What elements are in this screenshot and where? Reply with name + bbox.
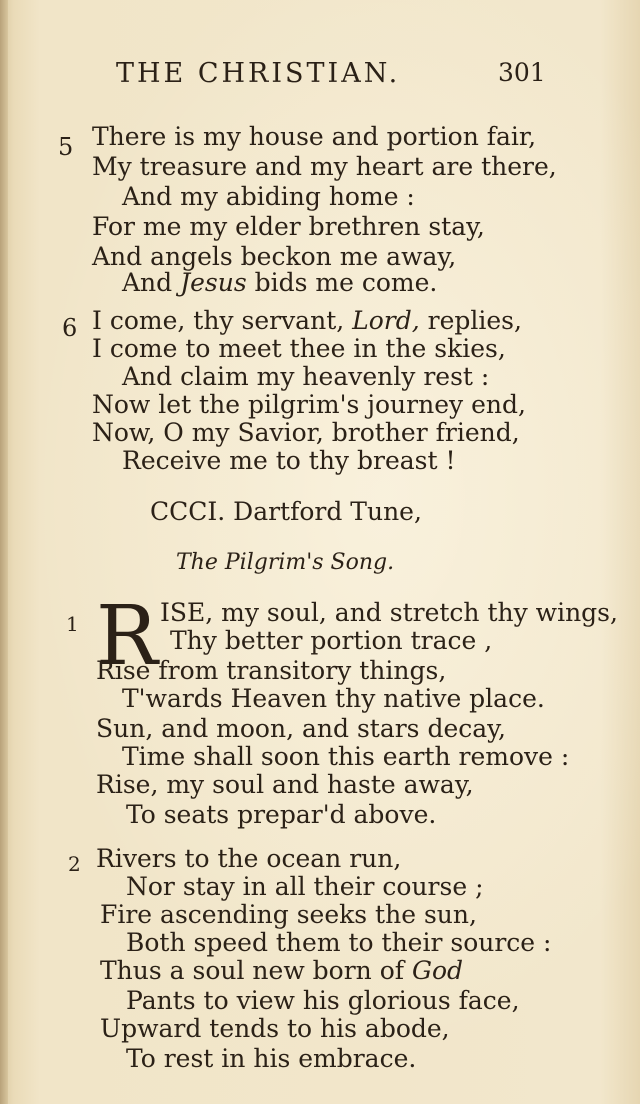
verse-line: Upward tends to his abode,: [100, 1014, 450, 1043]
verse-line: I come to meet thee in the skies,: [92, 334, 506, 363]
verse-number: 1: [66, 612, 79, 636]
verse-number: 5: [58, 133, 74, 161]
verse-line: And Jesus bids me come.: [122, 268, 438, 297]
verse-line: Now let the pilgrim's journey end,: [92, 390, 526, 419]
verse-line: And my abiding home :: [122, 182, 415, 211]
verse-line: Rise, my soul and haste away,: [96, 770, 474, 799]
verse-line: Thy better portion trace ,: [170, 626, 493, 655]
drop-cap: R: [96, 589, 158, 684]
verse-line: Fire ascending seeks the sun,: [100, 900, 477, 929]
verse-line: Thus a soul new born of God: [100, 956, 464, 985]
verse-line: Sun, and moon, and stars decay,: [96, 714, 506, 743]
hymn-title: CCCI. Dartford Tune,: [150, 497, 422, 526]
verse-line: Both speed them to their source :: [126, 928, 552, 957]
verse-number: 2: [68, 852, 81, 876]
verse-line: Nor stay in all their course ;: [126, 872, 484, 901]
running-header: THE CHRISTIAN.: [116, 58, 401, 89]
verse-line: Time shall soon this earth remove :: [122, 742, 570, 771]
verse-line: I come, thy servant, Lord, replies,: [92, 306, 522, 335]
verse-line: To rest in his embrace.: [126, 1044, 417, 1073]
page-number: 301: [498, 58, 546, 87]
verse-line: Receive me to thy breast !: [122, 446, 456, 475]
verse-line: My treasure and my heart are there,: [92, 152, 557, 181]
page-gutter: [0, 0, 8, 1104]
verse-line: To seats prepar'd above.: [126, 800, 437, 829]
verse-line: And angels beckon me away,: [92, 242, 457, 271]
verse-line: T'wards Heaven thy native place.: [122, 684, 545, 713]
verse-line: For me my elder brethren stay,: [92, 212, 485, 241]
verse-number: 6: [62, 314, 78, 342]
verse-line: There is my house and portion fair,: [92, 122, 537, 151]
verse-line: And claim my heavenly rest :: [122, 362, 490, 391]
verse-line: Now, O my Savior, brother friend,: [92, 418, 520, 447]
verse-line: Pants to view his glorious face,: [126, 986, 520, 1015]
hymn-subtitle: The Pilgrim's Song.: [176, 550, 395, 575]
verse-line: Rivers to the ocean run,: [96, 844, 402, 873]
verse-line: ISE, my soul, and stretch thy wings,: [160, 598, 618, 627]
verse-line: Rise from transitory things,: [96, 656, 447, 685]
